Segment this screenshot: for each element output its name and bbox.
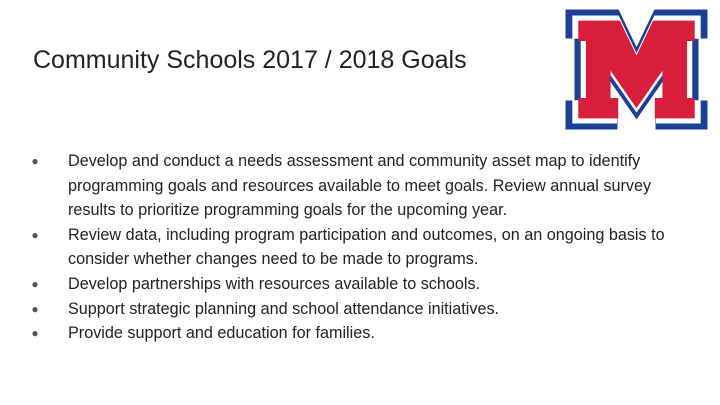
bullet-dot-icon: ●: [31, 326, 39, 341]
bullet-dot-icon: ●: [31, 154, 39, 168]
goal-bullet-item: [28, 321, 688, 346]
goal-text: Develop partnerships with resources available to schools.: [68, 274, 481, 293]
goals-bullet-list: [28, 149, 688, 346]
school-letter-m-logo-icon: [562, 9, 711, 133]
goal-bullet-item: [28, 272, 688, 297]
goal-bullet-item: [28, 223, 688, 272]
bullet-dot-icon: ●: [31, 301, 39, 316]
logo-m-fill: [578, 21, 694, 119]
goal-text: Support strategic planning and school attendance initiatives.: [68, 299, 500, 318]
slide-title: Community Schools 2017 / 2018 Goals: [33, 46, 467, 74]
goal-text: Develop and conduct a needs assessment and community asset map to identify programming goals and resources available to meet goals. Review annual survey results to prioritize programming goals for the upcoming year.: [68, 152, 652, 220]
goal-text: Provide support and education for families.: [68, 324, 375, 343]
goal-text: Review data, including program participation and outcomes, on an ongoing basis to consider whether changes need to be made to programs.: [68, 225, 665, 269]
goal-bullet-item: [28, 297, 688, 322]
bullet-dot-icon: ●: [31, 276, 39, 291]
bullet-dot-icon: ●: [31, 227, 39, 242]
goal-bullet-item: [28, 149, 688, 223]
